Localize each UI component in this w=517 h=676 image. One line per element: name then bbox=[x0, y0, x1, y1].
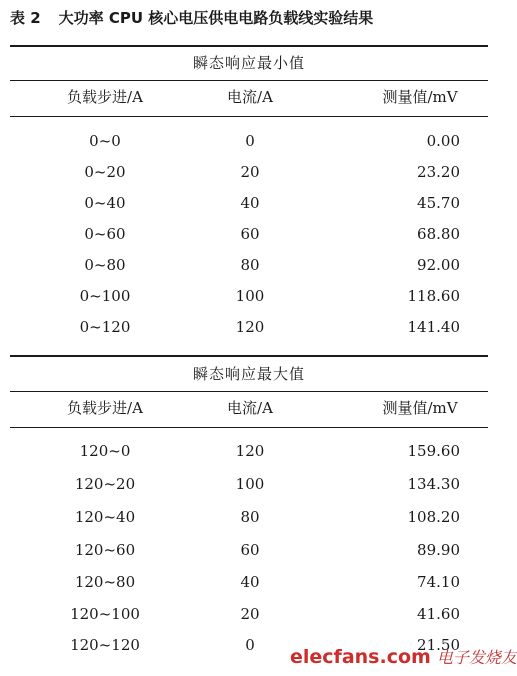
cell-step: 120~100 bbox=[70, 605, 140, 623]
cell-current: 100 bbox=[235, 475, 265, 493]
table-row bbox=[10, 312, 488, 342]
cell-step: 120~0 bbox=[79, 442, 131, 460]
table-row bbox=[10, 126, 488, 156]
cell-current: 80 bbox=[240, 508, 260, 526]
table-number: 表 2 bbox=[10, 9, 41, 27]
table-row bbox=[10, 436, 488, 466]
cell-value: 68.80 bbox=[417, 225, 460, 243]
top-rule bbox=[10, 45, 488, 47]
cell-value: 23.20 bbox=[417, 163, 460, 181]
cell-value: 45.70 bbox=[417, 194, 460, 212]
cell-value: 74.10 bbox=[417, 573, 460, 591]
section-rule bbox=[10, 391, 488, 392]
header-rule bbox=[10, 427, 488, 428]
section-title-max: 瞬态响应最大值 bbox=[192, 365, 305, 383]
cell-step: 120~60 bbox=[74, 541, 136, 559]
cell-value: 41.60 bbox=[417, 605, 460, 623]
column-header-measured: 测量值/mV bbox=[382, 88, 458, 106]
table-row bbox=[10, 219, 488, 249]
cell-current: 0 bbox=[245, 636, 255, 654]
cell-value: 92.00 bbox=[417, 256, 460, 274]
cell-current: 40 bbox=[240, 573, 260, 591]
table-title: 大功率 CPU 核心电压供电电路负载线实验结果 bbox=[58, 9, 374, 27]
table-row bbox=[10, 250, 488, 280]
cell-current: 20 bbox=[240, 163, 260, 181]
cell-current: 20 bbox=[240, 605, 260, 623]
table-row bbox=[10, 188, 488, 218]
cell-value: 21.50 bbox=[417, 636, 460, 654]
cell-current: 80 bbox=[240, 256, 260, 274]
cell-step: 0~20 bbox=[84, 163, 126, 181]
column-header-row bbox=[10, 82, 488, 112]
cell-step: 120~40 bbox=[74, 508, 136, 526]
cell-value: 108.20 bbox=[407, 508, 460, 526]
cell-value: 0.00 bbox=[426, 132, 460, 150]
cell-step: 0~40 bbox=[84, 194, 126, 212]
column-header-step: 负载步进/A bbox=[67, 399, 143, 417]
table-row bbox=[10, 599, 488, 629]
table-row bbox=[10, 502, 488, 532]
section-rule bbox=[10, 80, 488, 81]
cell-current: 60 bbox=[240, 541, 260, 559]
cell-current: 0 bbox=[245, 132, 255, 150]
cell-value: 134.30 bbox=[407, 475, 460, 493]
cell-step: 0~100 bbox=[79, 287, 131, 305]
cell-current: 60 bbox=[240, 225, 260, 243]
table-row bbox=[10, 535, 488, 565]
cell-value: 118.60 bbox=[407, 287, 460, 305]
cell-value: 141.40 bbox=[407, 318, 460, 336]
cell-current: 120 bbox=[235, 318, 265, 336]
table-row bbox=[10, 157, 488, 187]
cell-step: 0~0 bbox=[89, 132, 121, 150]
cell-current: 40 bbox=[240, 194, 260, 212]
table-row bbox=[10, 469, 488, 499]
cell-step: 120~20 bbox=[74, 475, 136, 493]
column-header-measured: 测量值/mV bbox=[382, 399, 458, 417]
cell-current: 100 bbox=[235, 287, 265, 305]
table-caption bbox=[10, 6, 490, 30]
cell-step: 120~120 bbox=[70, 636, 140, 654]
section-divider-rule bbox=[10, 355, 488, 357]
cell-value: 89.90 bbox=[417, 541, 460, 559]
cell-current: 120 bbox=[235, 442, 265, 460]
cell-step: 0~120 bbox=[79, 318, 131, 336]
watermark-site: elecfans.com bbox=[290, 646, 431, 668]
header-rule bbox=[10, 116, 488, 117]
cell-step: 120~80 bbox=[74, 573, 136, 591]
watermark-logo bbox=[290, 644, 517, 670]
cell-step: 0~60 bbox=[84, 225, 126, 243]
column-header-current: 电流/A bbox=[227, 88, 273, 106]
section-title-min: 瞬态响应最小值 bbox=[192, 54, 305, 72]
cell-value: 159.60 bbox=[407, 442, 460, 460]
table-row bbox=[10, 567, 488, 597]
table-row bbox=[10, 281, 488, 311]
column-header-step: 负载步进/A bbox=[67, 88, 143, 106]
watermark-cn: 电子发烧友 bbox=[436, 648, 517, 667]
column-header-row bbox=[10, 393, 488, 423]
cell-step: 0~80 bbox=[84, 256, 126, 274]
column-header-current: 电流/A bbox=[227, 399, 273, 417]
